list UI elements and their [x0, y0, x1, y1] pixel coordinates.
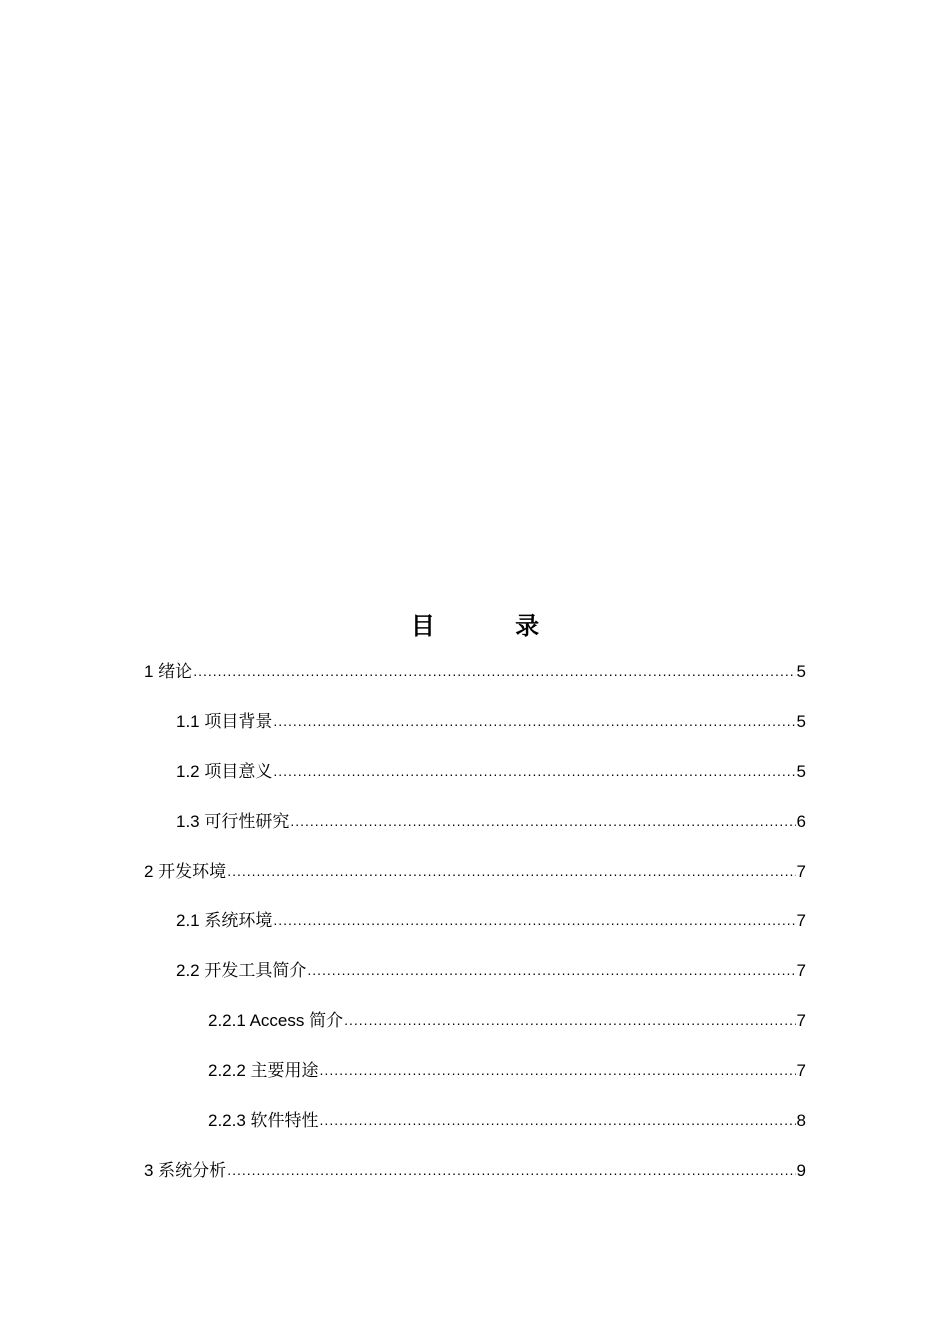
toc-entry[interactable]: [176, 710, 806, 734]
toc-entry[interactable]: [208, 1059, 806, 1083]
toc-entry-page: 5: [796, 662, 806, 681]
toc-dot-leader: [290, 809, 795, 833]
toc-dot-leader: [227, 1158, 795, 1182]
toc-dot-leader: [273, 908, 795, 932]
toc-entry-page: 7: [796, 911, 806, 930]
toc-entry-label: 1.1 项目背景: [176, 712, 273, 731]
toc-entry-page: 7: [796, 1061, 806, 1080]
toc-entry-page: 5: [796, 712, 806, 731]
toc-entry-label: 2 开发环境: [144, 862, 227, 881]
toc-dot-leader: [344, 1008, 795, 1032]
toc-entry-page: 7: [796, 862, 806, 881]
toc-entry-page: 5: [796, 762, 806, 781]
toc-dot-leader: [193, 659, 795, 683]
toc-entry-page: 7: [796, 1011, 806, 1030]
toc-entry-page: 8: [796, 1111, 806, 1130]
toc-entry[interactable]: [176, 959, 806, 983]
toc-entry-label: 2.2.3 软件特性: [208, 1111, 319, 1130]
toc-title: 目 录: [410, 612, 576, 640]
toc-entry[interactable]: [208, 1009, 806, 1033]
toc-entry-label: 2.1 系统环境: [176, 911, 273, 930]
toc-dot-leader: [273, 709, 795, 733]
toc-entry-page: 6: [796, 812, 806, 831]
toc-entry[interactable]: [176, 810, 806, 834]
toc-entry-label: 2.2.1 Access 简介: [208, 1011, 344, 1030]
toc-entry[interactable]: [144, 860, 806, 884]
toc-entry-label: 1 绪论: [144, 662, 193, 681]
toc-entry-label: 2.2.2 主要用途: [208, 1061, 319, 1080]
toc-entry-page: 7: [796, 961, 806, 980]
toc-entry[interactable]: [176, 760, 806, 784]
toc-entry[interactable]: [176, 909, 806, 933]
toc-entry-page: 9: [796, 1161, 806, 1180]
toc-entry[interactable]: [208, 1109, 806, 1133]
toc-entry-label: 3 系统分析: [144, 1161, 227, 1180]
toc-entry-label: 1.3 可行性研究: [176, 812, 290, 831]
toc-dot-leader: [307, 958, 795, 982]
toc-entry-label: 2.2 开发工具简介: [176, 961, 307, 980]
toc-dot-leader: [320, 1108, 796, 1132]
toc-entry-label: 1.2 项目意义: [176, 762, 273, 781]
toc-dot-leader: [320, 1058, 796, 1082]
toc-dot-leader: [227, 859, 795, 883]
toc-entry[interactable]: [144, 660, 806, 684]
toc-entry[interactable]: [144, 1159, 806, 1183]
toc-dot-leader: [273, 759, 795, 783]
